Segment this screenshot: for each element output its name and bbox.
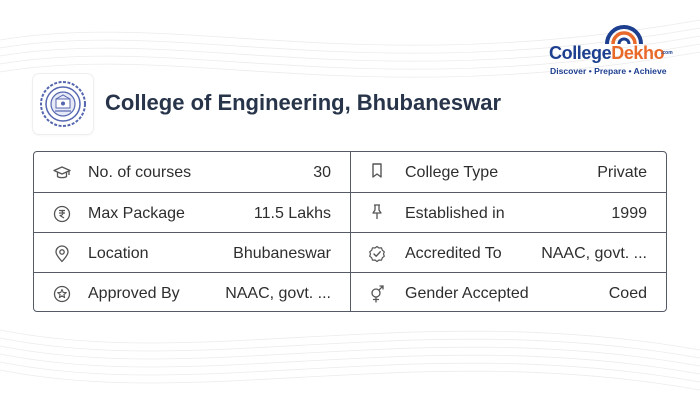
- gender-value: Coed: [608, 285, 647, 302]
- courses-value: 30: [313, 164, 331, 181]
- approved-label: Approved By: [88, 285, 180, 302]
- approval-seal-icon: [53, 285, 71, 303]
- college-logo: [33, 74, 93, 134]
- brand-name-part2: Dekho: [611, 43, 665, 63]
- max-package-value: 11.5 Lakhs: [253, 205, 331, 222]
- location-label: Location: [88, 245, 149, 262]
- max-package-label: Max Package: [88, 205, 185, 222]
- collegedekho-logo[interactable]: [549, 24, 673, 76]
- info-cell-location: [34, 232, 350, 272]
- location-icon: [53, 245, 71, 263]
- college-type-label: College Type: [405, 164, 499, 181]
- brand-suffix: .com: [661, 50, 673, 56]
- accredited-value: NAAC, govt. ...: [541, 245, 647, 262]
- brand-tagline: Discover • Prepare • Achieve: [550, 66, 667, 76]
- college-type-value: Private: [597, 164, 647, 181]
- info-cell-gender: [350, 272, 666, 312]
- accredited-label: Accredited To: [405, 245, 502, 262]
- badge-check-icon: [368, 245, 386, 263]
- courses-label: No. of courses: [88, 164, 192, 181]
- location-value: Bhubaneswar: [233, 245, 331, 262]
- graduation-cap-icon: [53, 164, 71, 182]
- approved-value: NAAC, govt. ...: [225, 285, 331, 302]
- gender-label: Gender Accepted: [405, 285, 529, 302]
- pin-icon: [368, 203, 386, 221]
- info-cell-courses: [34, 152, 350, 192]
- established-label: Established in: [405, 205, 505, 222]
- info-cell-max-package: [34, 192, 350, 232]
- institution-seal-icon: [39, 80, 87, 128]
- brand-name: [549, 43, 664, 64]
- college-info-table: [33, 151, 667, 312]
- brand-name-part1: College: [549, 43, 612, 63]
- gender-icon: [368, 285, 386, 303]
- info-cell-accredited: [350, 232, 666, 272]
- college-name: College of Engineering, Bhubaneswar: [105, 90, 502, 115]
- info-cell-college-type: [350, 152, 666, 192]
- info-cell-approved: [34, 272, 350, 312]
- rupee-icon: [53, 205, 71, 223]
- info-cell-established: [350, 192, 666, 232]
- established-value: 1999: [611, 205, 647, 222]
- bookmark-icon: [368, 162, 386, 180]
